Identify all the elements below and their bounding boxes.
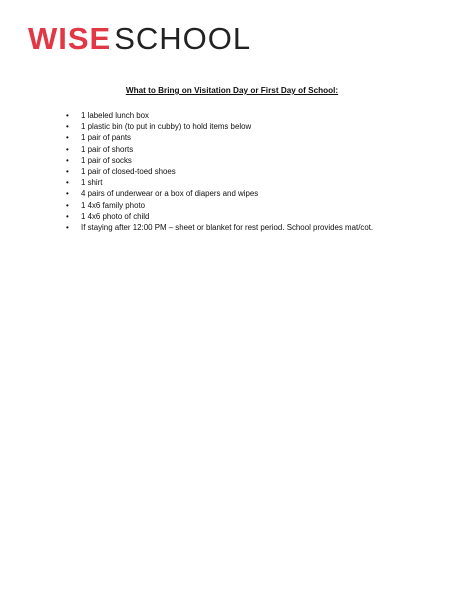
list-item: • 1 pair of closed-toed shoes — [66, 166, 446, 177]
list-item: • 1 pair of shorts — [66, 144, 446, 155]
list-item: • 1 labeled lunch box — [66, 110, 446, 121]
list-item: • 1 pair of socks — [66, 155, 446, 166]
list-item: • 1 4x6 family photo — [66, 200, 446, 211]
list-item: • 1 plastic bin (to put in cubby) to hold items below — [66, 121, 446, 132]
supply-checklist — [66, 110, 446, 233]
document-title: What to Bring on Visitation Day or First Day of School: — [125, 86, 339, 95]
logo-school-text: SCHOOL — [114, 21, 252, 56]
list-item: • If staying after 12:00 PM – sheet or blanket for rest period. School provides mat/cot. — [66, 222, 446, 233]
list-item: • 1 pair of pants — [66, 132, 446, 143]
list-item: • 4 pairs of underwear or a box of diapers and wipes — [66, 188, 446, 199]
wiseschool-logo — [28, 21, 251, 57]
list-item: • 1 shirt — [66, 177, 446, 188]
list-item: • 1 4x6 photo of child — [66, 211, 446, 222]
logo-wise-text: WISE — [28, 21, 112, 56]
